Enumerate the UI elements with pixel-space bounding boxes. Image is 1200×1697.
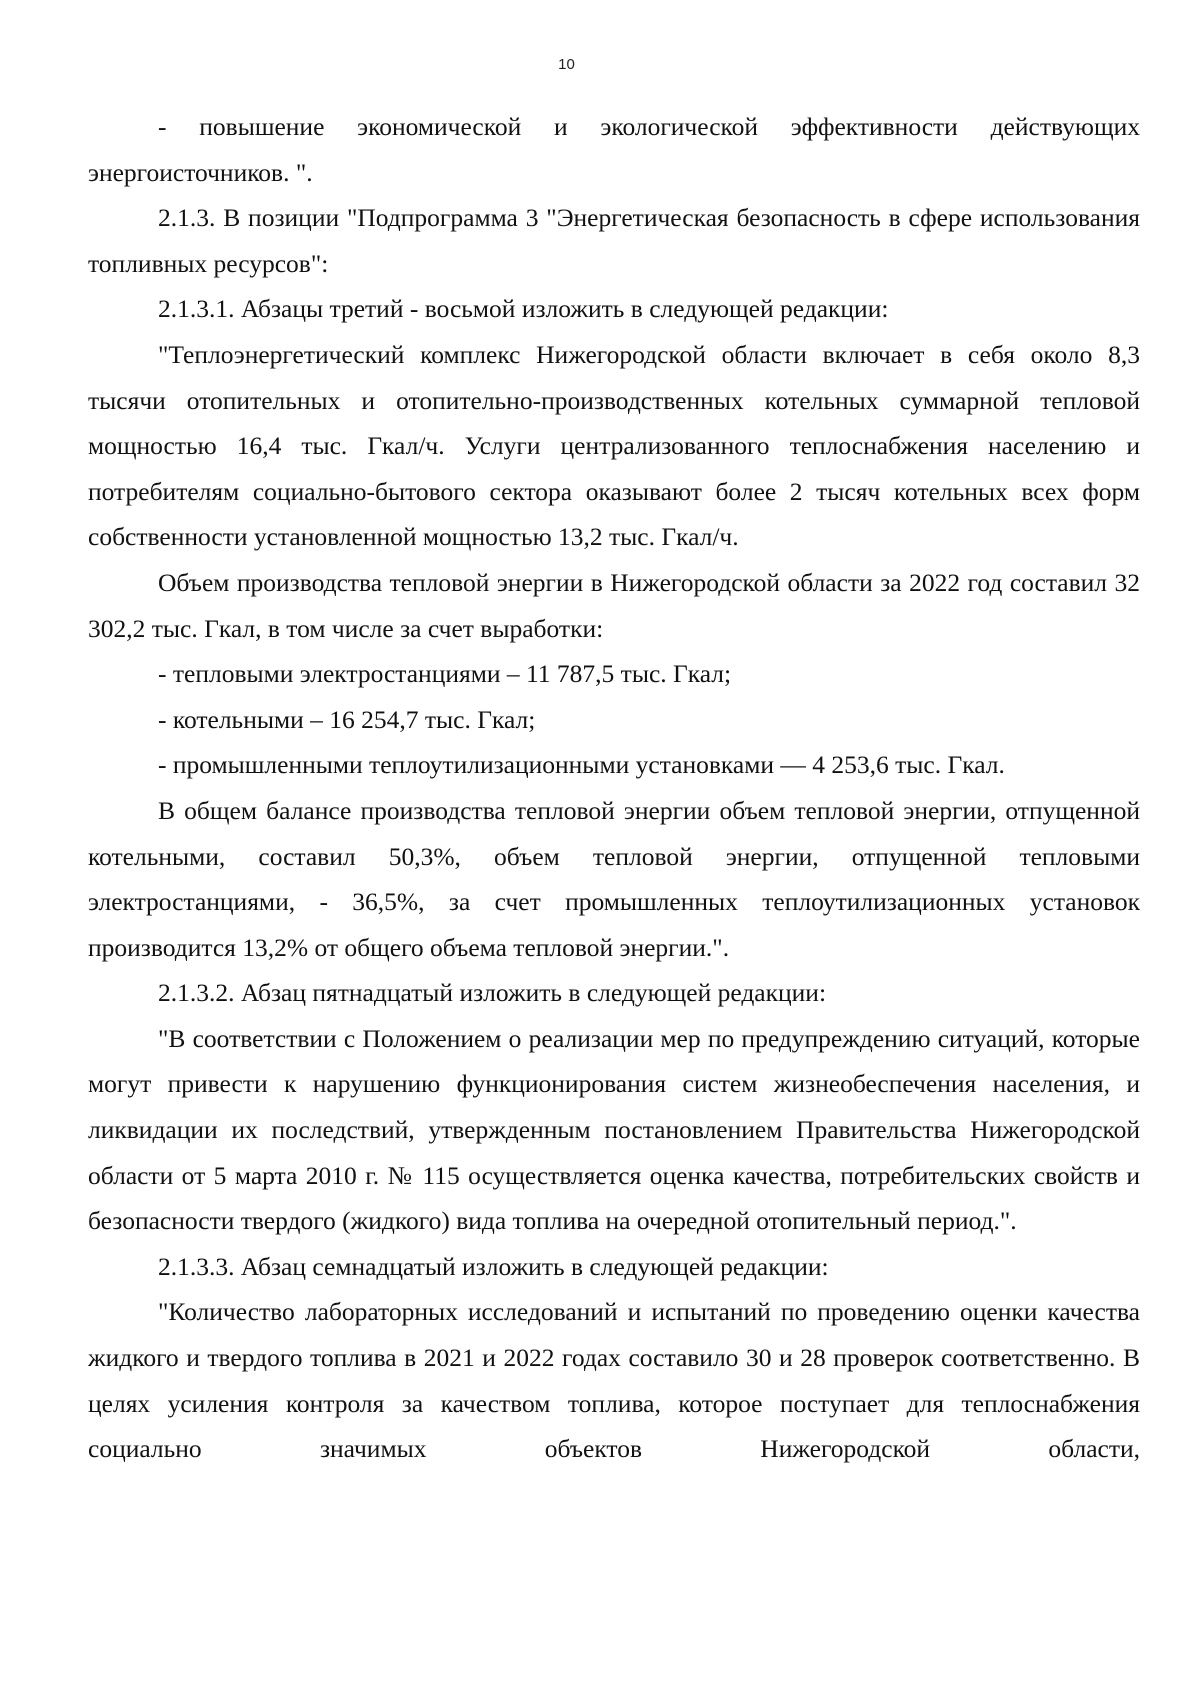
paragraph: 2.1.3. В позиции "Подпрограмма 3 "Энергетическая безопасность в сфере использования топливных ресурсов":: [88, 203, 1140, 278]
paragraph-continued: "Количество лабораторных исследований и испытаний по проведению оценки качества жидкого и твердого топлива в 2021 и 2022 годах составило 30 и 28 проверок соответственно. В целях усиления контроля за качеством топлива, которое поступает для теплоснабжения социально значимых объектов Нижегородской области,: [88, 1297, 1140, 1464]
paragraph: Объем производства тепловой энергии в Нижегородской области за 2022 год составил 32 302,2 тыс. Гкал, в том числе за счет выработки:: [88, 567, 1140, 643]
paragraph: - промышленными теплоутилизационными установками — 4 253,6 тыс. Гкал.: [158, 750, 1005, 780]
paragraph: - повышение экономической и экологической эффективности действующих энергоисточников. ".: [88, 112, 1140, 187]
paragraph: В общем балансе производства тепловой энергии объем тепловой энергии, отпущенной котельными, составил 50,3%, объем тепловой энергии, отпущенной тепловыми электростанциями, - 36,5%, за счет промышленных теплоутилизационных установок производится 13,2% от общего объема тепловой энергии.".: [88, 795, 1140, 962]
paragraph: 2.1.3.1. Абзацы третий - восьмой изложить в следующей редакции:: [158, 294, 889, 324]
paragraph: "В соответствии с Положением о реализации мер по предупреждению ситуаций, которые могут привести к нарушению функционирования систем жизнеобеспечения населения, и ликвидации их последствий, утвержденным постановлением Правительства Нижегородской области от 5 марта 2010 г. № 115 осуществляется оценка качества, потребительских свойств и безопасности твердого (жидкого) вида топлива на очередной отопительный период.".: [88, 1023, 1140, 1236]
paragraph: "Теплоэнергетический комплекс Нижегородской области включает в себя около 8,3 тысячи отопительных и отопительно-производственных котельных суммарной тепловой мощностью 16,4 тыс. Гкал/ч. Услуги централизованного теплоснабжения населению и потребителям социально-бытового сектора оказывают более 2 тысяч котельных всех форм собственности установленной мощностью 13,2 тыс. Гкал/ч.: [88, 339, 1140, 552]
paragraph: 2.1.3.2. Абзац пятнадцатый изложить в следующей редакции:: [158, 978, 827, 1008]
page-number: 10: [558, 56, 575, 73]
paragraph: - тепловыми электростанциями – 11 787,5 тыс. Гкал;: [158, 659, 732, 689]
document-body: [88, 104, 1140, 1472]
paragraph: - котельными – 16 254,7 тыс. Гкал;: [158, 704, 536, 734]
paragraph: 2.1.3.3. Абзац семнадцатый изложить в следующей редакции:: [158, 1251, 829, 1281]
